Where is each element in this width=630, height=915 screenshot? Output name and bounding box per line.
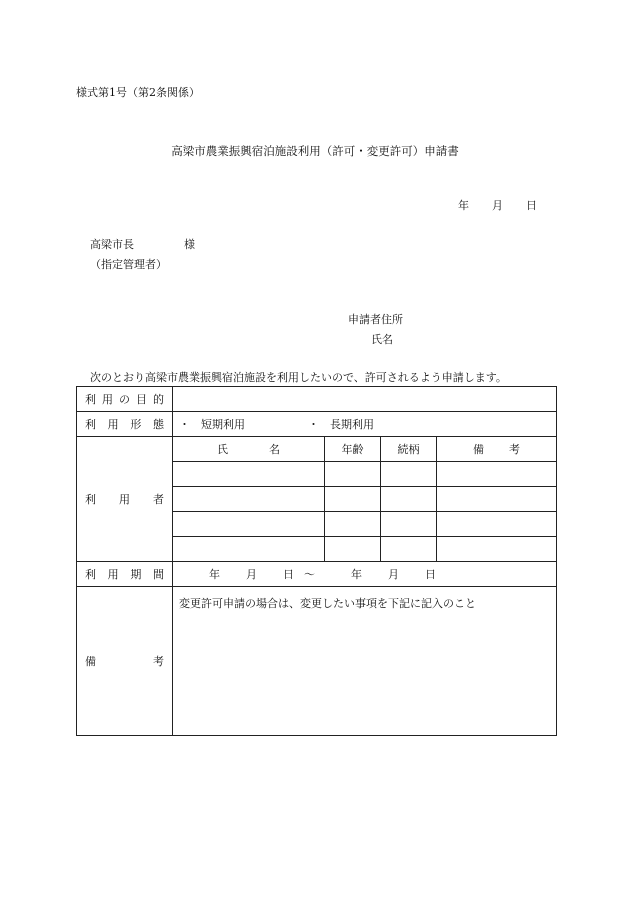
- period-tilde: ～: [304, 568, 315, 581]
- user-relation-cell[interactable]: [381, 487, 437, 512]
- user-name-cell[interactable]: [173, 462, 325, 487]
- period-start-month: 月: [246, 568, 257, 581]
- type-options: [173, 412, 557, 437]
- applicant-name-label: 氏名: [371, 333, 393, 346]
- user-age-cell[interactable]: [325, 512, 381, 537]
- type-label: 利 用 形 態: [77, 412, 173, 437]
- period-start-year: 年: [209, 568, 220, 581]
- user-age-cell[interactable]: [325, 462, 381, 487]
- period-start-day: 日: [283, 568, 294, 581]
- user-relation-cell[interactable]: [381, 462, 437, 487]
- users-label: 利 用 者: [77, 437, 173, 562]
- purpose-label: 利 用 の 目 的: [77, 387, 173, 412]
- remarks-input[interactable]: [173, 587, 557, 736]
- intro-text: 次のとおり高梁市農業振興宿泊施設を利用したいので、許可されるよう申請します。: [90, 371, 507, 384]
- user-age-cell[interactable]: [325, 487, 381, 512]
- users-header-row: [77, 437, 557, 462]
- recipient-name: 高梁市長: [90, 238, 134, 251]
- users-header-age: 年齢: [325, 437, 381, 462]
- user-relation-cell[interactable]: [381, 537, 437, 562]
- user-remarks-cell[interactable]: [437, 487, 557, 512]
- form-id: 様式第1号（第2条関係）: [76, 86, 200, 99]
- applicant-address-label: 申請者住所: [348, 313, 403, 326]
- users-header-relation: 続柄: [381, 437, 437, 462]
- period-end-month: 月: [388, 568, 399, 581]
- period-label: 利 用 期 間: [77, 562, 173, 587]
- user-age-cell[interactable]: [325, 537, 381, 562]
- form-title: 高梁市農業振興宿泊施設利用（許可・変更許可）申請書: [171, 144, 459, 158]
- date-month-label: 月: [492, 199, 503, 212]
- user-name-cell[interactable]: [173, 512, 325, 537]
- period-row: [77, 562, 557, 587]
- date-day-label: 日: [526, 199, 537, 212]
- purpose-row: [77, 387, 557, 412]
- user-relation-cell[interactable]: [381, 512, 437, 537]
- type-option-long[interactable]: ・ 長期利用: [308, 418, 374, 431]
- period-end-year: 年: [351, 568, 362, 581]
- remarks-label: 備 考: [77, 587, 173, 736]
- users-header-remarks: 備 考: [437, 437, 557, 462]
- user-name-cell[interactable]: [173, 487, 325, 512]
- user-remarks-cell[interactable]: [437, 462, 557, 487]
- user-remarks-cell[interactable]: [437, 512, 557, 537]
- type-row: [77, 412, 557, 437]
- users-header-name: 氏 名: [173, 437, 325, 462]
- period-end-day: 日: [425, 568, 436, 581]
- purpose-input[interactable]: [173, 387, 557, 412]
- remarks-note: 変更許可申請の場合は、変更したい事項を下記に記入のこと: [179, 597, 476, 610]
- user-name-cell[interactable]: [173, 537, 325, 562]
- recipient-honorific: 様: [184, 238, 195, 251]
- date-year-label: 年: [458, 199, 469, 212]
- application-table: [76, 386, 557, 736]
- user-remarks-cell[interactable]: [437, 537, 557, 562]
- type-option-short[interactable]: ・ 短期利用: [179, 418, 245, 431]
- remarks-row: [77, 587, 557, 736]
- recipient-sub: （指定管理者）: [90, 258, 167, 271]
- period-input[interactable]: [173, 562, 557, 587]
